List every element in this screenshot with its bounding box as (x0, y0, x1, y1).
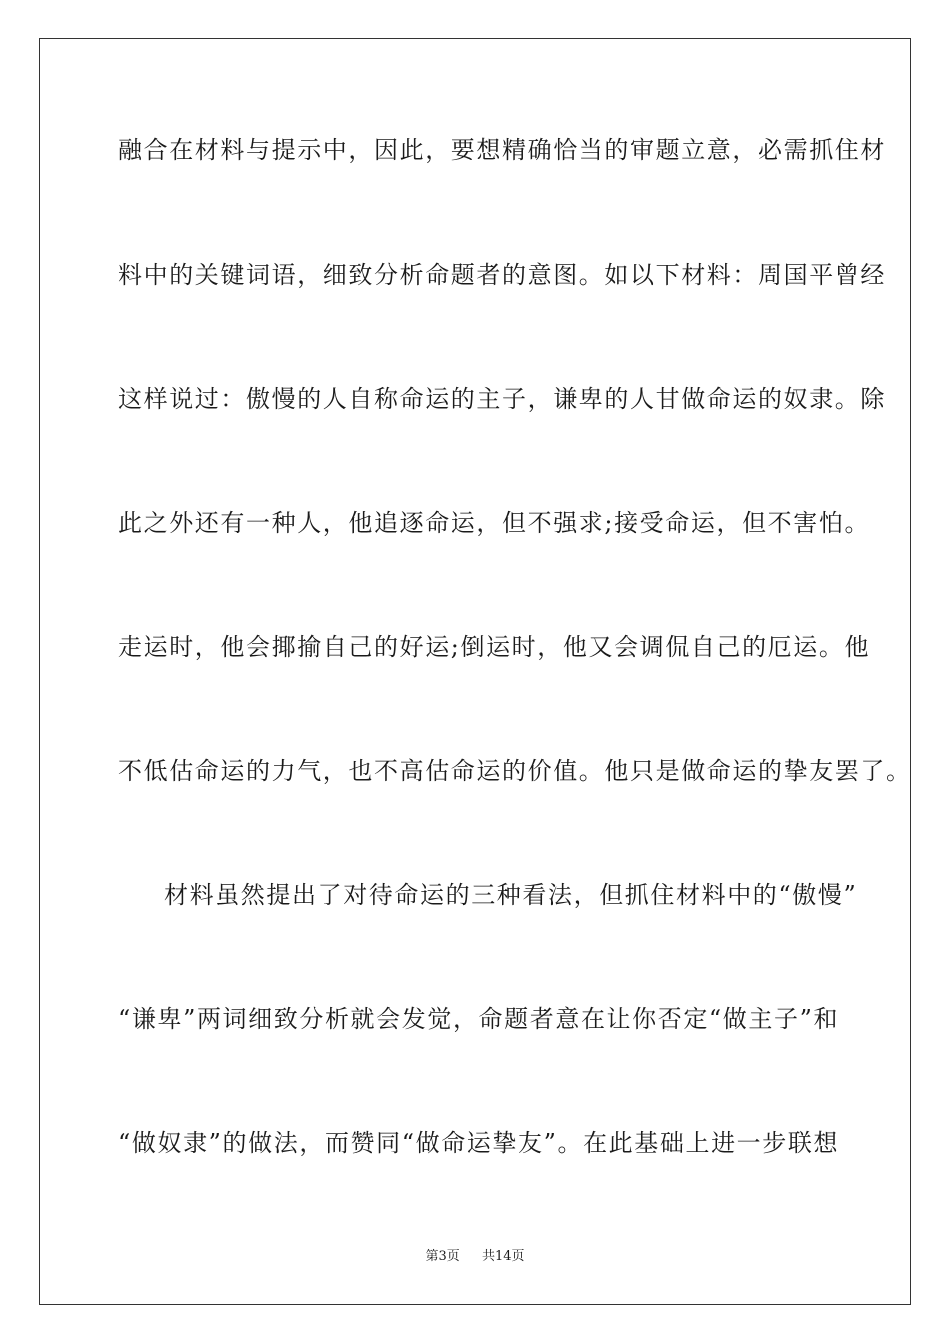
page-total: 共14页 (482, 1249, 525, 1264)
body-text-line: 走运时，他会揶揄自己的好运;倒运时，他又会调侃自己的厄运。他 (118, 633, 871, 661)
body-text-line: 料中的关键词语，细致分析命题者的意图。如以下材料：周国平曾经 (118, 261, 886, 289)
body-text-line: “谦卑”两词细致分析就会发觉，命题者意在让你否定“做主子”和 (118, 1005, 840, 1033)
body-text-line: 此之外还有一种人，他追逐命运，但不强求;接受命运，但不害怕。 (118, 509, 871, 537)
page-footer (0, 1248, 950, 1266)
body-text-line: “做奴隶”的做法，而赞同“做命运挚友”。在此基础上进一步联想 (118, 1129, 840, 1157)
body-text-line: 融合在材料与提示中，因此，要想精确恰当的审题立意，必需抓住材 (118, 136, 886, 164)
page-border (39, 38, 911, 1305)
body-text-line: 不低估命运的力气，也不高估命运的价值。他只是做命运的挚友罢了。 (118, 757, 912, 785)
paragraph-start-line: 材料虽然提出了对待命运的三种看法，但抓住材料中的“傲慢” (164, 881, 858, 909)
page-number: 第3页 (425, 1249, 460, 1264)
body-text-line: 这样说过：傲慢的人自称命运的主子，谦卑的人甘做命运的奴隶。除 (118, 385, 886, 413)
